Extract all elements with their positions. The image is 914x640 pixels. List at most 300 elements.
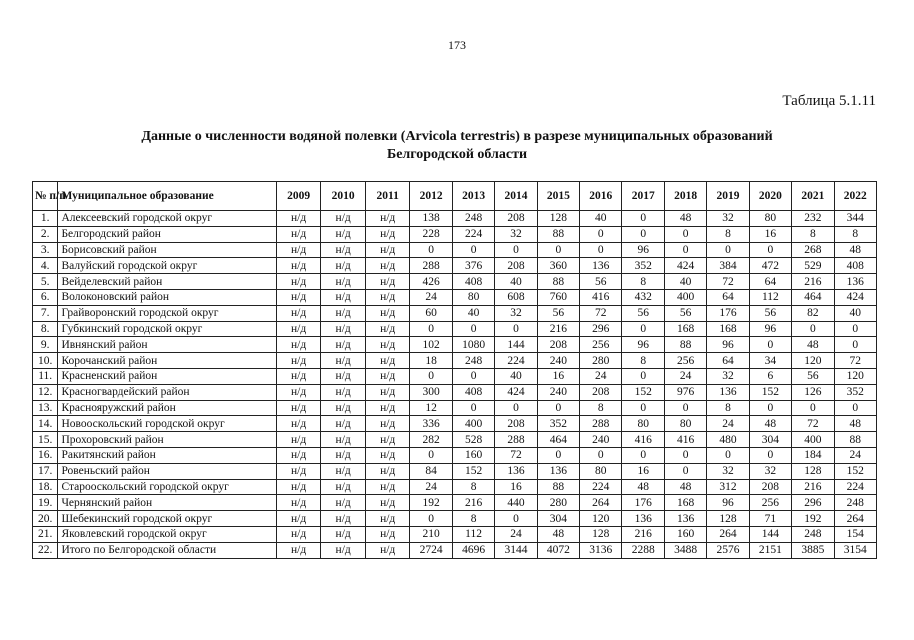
- value-cell: 128: [537, 211, 579, 227]
- value-cell: н/д: [365, 384, 410, 400]
- value-cell: н/д: [365, 511, 410, 527]
- value-cell: н/д: [276, 242, 321, 258]
- value-cell: 8: [834, 226, 876, 242]
- value-cell: 296: [580, 321, 622, 337]
- value-cell: 0: [622, 226, 664, 242]
- population-table: [32, 181, 877, 559]
- value-cell: 216: [537, 321, 579, 337]
- value-cell: н/д: [276, 305, 321, 321]
- value-cell: 126: [792, 384, 834, 400]
- value-cell: 0: [664, 242, 706, 258]
- value-cell: 40: [834, 305, 876, 321]
- value-cell: 4072: [537, 542, 579, 558]
- value-cell: 24: [410, 479, 452, 495]
- municipality-cell: Красногвардейский район: [58, 384, 276, 400]
- row-number-cell: 7.: [33, 305, 58, 321]
- value-cell: 384: [707, 258, 749, 274]
- value-cell: 0: [452, 368, 494, 384]
- row-number-cell: 19.: [33, 495, 58, 511]
- value-cell: 440: [495, 495, 537, 511]
- municipality-cell: Прохоровский район: [58, 432, 276, 448]
- value-cell: 136: [580, 258, 622, 274]
- value-cell: н/д: [321, 242, 366, 258]
- value-cell: н/д: [365, 337, 410, 353]
- header-number: № п/п: [33, 182, 58, 211]
- value-cell: 136: [834, 274, 876, 290]
- value-cell: 248: [792, 526, 834, 542]
- value-cell: 416: [664, 432, 706, 448]
- value-cell: н/д: [321, 479, 366, 495]
- value-cell: 8: [580, 400, 622, 416]
- value-cell: 352: [537, 416, 579, 432]
- value-cell: 608: [495, 289, 537, 305]
- table-row: [33, 353, 877, 369]
- value-cell: 0: [452, 400, 494, 416]
- municipality-cell: Красненский район: [58, 368, 276, 384]
- value-cell: 40: [495, 274, 537, 290]
- table-row: [33, 226, 877, 242]
- value-cell: 228: [410, 226, 452, 242]
- header-year: 2015: [537, 182, 579, 211]
- value-cell: н/д: [365, 526, 410, 542]
- value-cell: 224: [580, 479, 622, 495]
- value-cell: 280: [580, 353, 622, 369]
- value-cell: н/д: [276, 258, 321, 274]
- value-cell: 64: [707, 353, 749, 369]
- table-caption: Таблица 5.1.11: [782, 93, 876, 109]
- value-cell: 240: [537, 384, 579, 400]
- value-cell: 2576: [707, 542, 749, 558]
- value-cell: н/д: [276, 542, 321, 558]
- value-cell: н/д: [321, 542, 366, 558]
- value-cell: 760: [537, 289, 579, 305]
- value-cell: 0: [537, 400, 579, 416]
- table-row: [33, 258, 877, 274]
- value-cell: 304: [537, 511, 579, 527]
- header-year: 2013: [452, 182, 494, 211]
- value-cell: 112: [749, 289, 791, 305]
- row-number-cell: 15.: [33, 432, 58, 448]
- value-cell: 0: [622, 447, 664, 463]
- value-cell: 24: [580, 368, 622, 384]
- value-cell: 24: [495, 526, 537, 542]
- value-cell: 224: [834, 479, 876, 495]
- value-cell: н/д: [276, 211, 321, 227]
- value-cell: 0: [664, 447, 706, 463]
- value-cell: н/д: [276, 432, 321, 448]
- value-cell: 152: [749, 384, 791, 400]
- value-cell: 0: [792, 400, 834, 416]
- value-cell: н/д: [365, 463, 410, 479]
- table-row: [33, 542, 877, 558]
- value-cell: 0: [792, 321, 834, 337]
- value-cell: н/д: [276, 321, 321, 337]
- row-number-cell: 2.: [33, 226, 58, 242]
- value-cell: 24: [410, 289, 452, 305]
- value-cell: 0: [495, 242, 537, 258]
- value-cell: 208: [495, 416, 537, 432]
- table-row: [33, 495, 877, 511]
- value-cell: н/д: [321, 384, 366, 400]
- value-cell: 0: [707, 242, 749, 258]
- value-cell: 192: [410, 495, 452, 511]
- value-cell: 160: [664, 526, 706, 542]
- value-cell: н/д: [365, 400, 410, 416]
- value-cell: н/д: [365, 447, 410, 463]
- value-cell: н/д: [321, 432, 366, 448]
- value-cell: 976: [664, 384, 706, 400]
- value-cell: 0: [749, 242, 791, 258]
- value-cell: н/д: [365, 542, 410, 558]
- header-municipality: Муниципальное образование: [58, 182, 276, 211]
- value-cell: н/д: [321, 337, 366, 353]
- table-row: [33, 242, 877, 258]
- value-cell: 0: [749, 337, 791, 353]
- value-cell: 408: [834, 258, 876, 274]
- value-cell: н/д: [321, 495, 366, 511]
- value-cell: 168: [664, 495, 706, 511]
- value-cell: 0: [452, 242, 494, 258]
- value-cell: 64: [749, 274, 791, 290]
- header-year: 2020: [749, 182, 791, 211]
- value-cell: 480: [707, 432, 749, 448]
- value-cell: н/д: [365, 274, 410, 290]
- value-cell: 88: [664, 337, 706, 353]
- value-cell: 0: [495, 400, 537, 416]
- value-cell: 288: [495, 432, 537, 448]
- value-cell: 216: [792, 479, 834, 495]
- row-number-cell: 14.: [33, 416, 58, 432]
- value-cell: 0: [664, 400, 706, 416]
- value-cell: 352: [834, 384, 876, 400]
- row-number-cell: 16.: [33, 447, 58, 463]
- value-cell: 344: [834, 211, 876, 227]
- value-cell: н/д: [365, 368, 410, 384]
- value-cell: н/д: [365, 353, 410, 369]
- municipality-cell: Краснояружский район: [58, 400, 276, 416]
- value-cell: 40: [452, 305, 494, 321]
- value-cell: 0: [410, 511, 452, 527]
- value-cell: 4696: [452, 542, 494, 558]
- row-number-cell: 11.: [33, 368, 58, 384]
- value-cell: 256: [580, 337, 622, 353]
- value-cell: 60: [410, 305, 452, 321]
- value-cell: 16: [495, 479, 537, 495]
- value-cell: 0: [707, 447, 749, 463]
- value-cell: н/д: [365, 305, 410, 321]
- value-cell: 152: [452, 463, 494, 479]
- value-cell: 208: [537, 337, 579, 353]
- value-cell: н/д: [321, 400, 366, 416]
- header-year: 2021: [792, 182, 834, 211]
- value-cell: н/д: [276, 511, 321, 527]
- value-cell: н/д: [276, 526, 321, 542]
- value-cell: н/д: [365, 416, 410, 432]
- value-cell: 268: [792, 242, 834, 258]
- municipality-cell: Губкинский городской округ: [58, 321, 276, 337]
- value-cell: 248: [834, 495, 876, 511]
- value-cell: н/д: [276, 495, 321, 511]
- value-cell: 400: [664, 289, 706, 305]
- value-cell: 84: [410, 463, 452, 479]
- value-cell: 80: [622, 416, 664, 432]
- value-cell: 216: [452, 495, 494, 511]
- value-cell: 210: [410, 526, 452, 542]
- value-cell: 3488: [664, 542, 706, 558]
- value-cell: 88: [537, 274, 579, 290]
- value-cell: 120: [834, 368, 876, 384]
- value-cell: 48: [792, 337, 834, 353]
- value-cell: 0: [834, 400, 876, 416]
- value-cell: 0: [410, 321, 452, 337]
- value-cell: 102: [410, 337, 452, 353]
- value-cell: н/д: [321, 526, 366, 542]
- value-cell: 168: [664, 321, 706, 337]
- value-cell: 136: [664, 511, 706, 527]
- value-cell: 136: [537, 463, 579, 479]
- value-cell: 2724: [410, 542, 452, 558]
- row-number-cell: 3.: [33, 242, 58, 258]
- value-cell: н/д: [365, 258, 410, 274]
- value-cell: 56: [580, 274, 622, 290]
- municipality-cell: Чернянский район: [58, 495, 276, 511]
- value-cell: н/д: [321, 511, 366, 527]
- value-cell: 8: [792, 226, 834, 242]
- value-cell: 216: [792, 274, 834, 290]
- header-year: 2010: [321, 182, 366, 211]
- value-cell: 8: [622, 353, 664, 369]
- row-number-cell: 18.: [33, 479, 58, 495]
- value-cell: 96: [622, 337, 664, 353]
- value-cell: 312: [707, 479, 749, 495]
- value-cell: 208: [580, 384, 622, 400]
- row-number-cell: 13.: [33, 400, 58, 416]
- table-row: [33, 337, 877, 353]
- value-cell: 424: [834, 289, 876, 305]
- header-year: 2018: [664, 182, 706, 211]
- value-cell: 0: [580, 447, 622, 463]
- value-cell: 32: [707, 368, 749, 384]
- value-cell: 3144: [495, 542, 537, 558]
- value-cell: 96: [622, 242, 664, 258]
- municipality-cell: Старооскольский городской округ: [58, 479, 276, 495]
- value-cell: 288: [580, 416, 622, 432]
- row-number-cell: 6.: [33, 289, 58, 305]
- municipality-cell: Борисовский район: [58, 242, 276, 258]
- municipality-cell: Шебекинский городской округ: [58, 511, 276, 527]
- value-cell: 71: [749, 511, 791, 527]
- value-cell: 56: [537, 305, 579, 321]
- table-row: [33, 321, 877, 337]
- value-cell: 144: [495, 337, 537, 353]
- value-cell: 0: [410, 447, 452, 463]
- value-cell: 8: [452, 511, 494, 527]
- value-cell: 224: [452, 226, 494, 242]
- value-cell: 3154: [834, 542, 876, 558]
- value-cell: 48: [664, 211, 706, 227]
- title-line-1: Данные о численности водяной полевки (Arvicola terrestris) в разрезе муниципальных образований: [141, 129, 773, 144]
- value-cell: 32: [495, 226, 537, 242]
- value-cell: 224: [495, 353, 537, 369]
- table-row: [33, 384, 877, 400]
- value-cell: 8: [622, 274, 664, 290]
- value-cell: 360: [537, 258, 579, 274]
- value-cell: н/д: [321, 353, 366, 369]
- value-cell: 18: [410, 353, 452, 369]
- value-cell: 120: [580, 511, 622, 527]
- header-row: [33, 182, 877, 211]
- value-cell: н/д: [276, 384, 321, 400]
- row-number-cell: 8.: [33, 321, 58, 337]
- table-row: [33, 400, 877, 416]
- municipality-cell: Корочанский район: [58, 353, 276, 369]
- value-cell: 336: [410, 416, 452, 432]
- value-cell: н/д: [321, 274, 366, 290]
- value-cell: н/д: [276, 368, 321, 384]
- value-cell: 0: [537, 242, 579, 258]
- value-cell: 416: [622, 432, 664, 448]
- header-year: 2016: [580, 182, 622, 211]
- value-cell: 0: [452, 321, 494, 337]
- value-cell: 3136: [580, 542, 622, 558]
- value-cell: 464: [537, 432, 579, 448]
- row-number-cell: 12.: [33, 384, 58, 400]
- table-row: [33, 211, 877, 227]
- municipality-cell: Ивнянский район: [58, 337, 276, 353]
- value-cell: 1080: [452, 337, 494, 353]
- value-cell: 88: [537, 479, 579, 495]
- value-cell: 2288: [622, 542, 664, 558]
- value-cell: 16: [622, 463, 664, 479]
- value-cell: 72: [834, 353, 876, 369]
- value-cell: 264: [834, 511, 876, 527]
- value-cell: 176: [622, 495, 664, 511]
- value-cell: 8: [707, 226, 749, 242]
- value-cell: 0: [580, 242, 622, 258]
- value-cell: 232: [792, 211, 834, 227]
- value-cell: 192: [792, 511, 834, 527]
- row-number-cell: 5.: [33, 274, 58, 290]
- value-cell: 40: [495, 368, 537, 384]
- value-cell: 426: [410, 274, 452, 290]
- value-cell: 160: [452, 447, 494, 463]
- row-number-cell: 22.: [33, 542, 58, 558]
- row-number-cell: 20.: [33, 511, 58, 527]
- value-cell: 256: [664, 353, 706, 369]
- value-cell: 48: [834, 242, 876, 258]
- value-cell: 136: [622, 511, 664, 527]
- value-cell: 0: [749, 400, 791, 416]
- value-cell: 32: [749, 463, 791, 479]
- value-cell: 416: [580, 289, 622, 305]
- page-number: 173: [448, 38, 466, 52]
- value-cell: н/д: [365, 289, 410, 305]
- value-cell: н/д: [365, 432, 410, 448]
- value-cell: 8: [452, 479, 494, 495]
- value-cell: 216: [622, 526, 664, 542]
- value-cell: 96: [707, 495, 749, 511]
- table-row: [33, 526, 877, 542]
- value-cell: 0: [580, 226, 622, 242]
- municipality-cell: Яковлевский городской округ: [58, 526, 276, 542]
- value-cell: 24: [664, 368, 706, 384]
- value-cell: н/д: [365, 242, 410, 258]
- value-cell: 376: [452, 258, 494, 274]
- value-cell: 34: [749, 353, 791, 369]
- value-cell: н/д: [321, 447, 366, 463]
- value-cell: 72: [580, 305, 622, 321]
- value-cell: 128: [580, 526, 622, 542]
- value-cell: 168: [707, 321, 749, 337]
- value-cell: 80: [452, 289, 494, 305]
- document-title: [60, 128, 854, 164]
- value-cell: н/д: [365, 321, 410, 337]
- value-cell: н/д: [321, 416, 366, 432]
- value-cell: 136: [707, 384, 749, 400]
- value-cell: 472: [749, 258, 791, 274]
- table-row: [33, 305, 877, 321]
- municipality-cell: Вейделевский район: [58, 274, 276, 290]
- value-cell: н/д: [321, 226, 366, 242]
- value-cell: н/д: [321, 368, 366, 384]
- value-cell: 3885: [792, 542, 834, 558]
- value-cell: 264: [707, 526, 749, 542]
- value-cell: 56: [622, 305, 664, 321]
- value-cell: н/д: [276, 416, 321, 432]
- header-year: 2017: [622, 182, 664, 211]
- value-cell: 0: [410, 368, 452, 384]
- value-cell: н/д: [276, 226, 321, 242]
- value-cell: 0: [622, 368, 664, 384]
- value-cell: 56: [749, 305, 791, 321]
- value-cell: 256: [749, 495, 791, 511]
- value-cell: 82: [792, 305, 834, 321]
- value-cell: 96: [749, 321, 791, 337]
- value-cell: 8: [707, 400, 749, 416]
- value-cell: 40: [580, 211, 622, 227]
- header-year: 2011: [365, 182, 410, 211]
- value-cell: н/д: [276, 337, 321, 353]
- value-cell: 56: [792, 368, 834, 384]
- value-cell: 88: [834, 432, 876, 448]
- row-number-cell: 10.: [33, 353, 58, 369]
- municipality-cell: Новооскольский городской округ: [58, 416, 276, 432]
- value-cell: 300: [410, 384, 452, 400]
- value-cell: 208: [749, 479, 791, 495]
- value-cell: 352: [622, 258, 664, 274]
- table-row: [33, 274, 877, 290]
- value-cell: 0: [622, 211, 664, 227]
- value-cell: 240: [580, 432, 622, 448]
- value-cell: 32: [707, 463, 749, 479]
- table-body: [33, 211, 877, 559]
- row-number-cell: 4.: [33, 258, 58, 274]
- header-year: 2012: [410, 182, 452, 211]
- value-cell: н/д: [365, 495, 410, 511]
- value-cell: 6: [749, 368, 791, 384]
- value-cell: 48: [622, 479, 664, 495]
- municipality-cell: Алексеевский городской округ: [58, 211, 276, 227]
- value-cell: н/д: [365, 479, 410, 495]
- value-cell: н/д: [276, 400, 321, 416]
- value-cell: 282: [410, 432, 452, 448]
- value-cell: 96: [707, 337, 749, 353]
- municipality-cell: Валуйский городской округ: [58, 258, 276, 274]
- value-cell: 0: [622, 321, 664, 337]
- municipality-cell: Ровеньский район: [58, 463, 276, 479]
- value-cell: 208: [495, 211, 537, 227]
- value-cell: 0: [834, 321, 876, 337]
